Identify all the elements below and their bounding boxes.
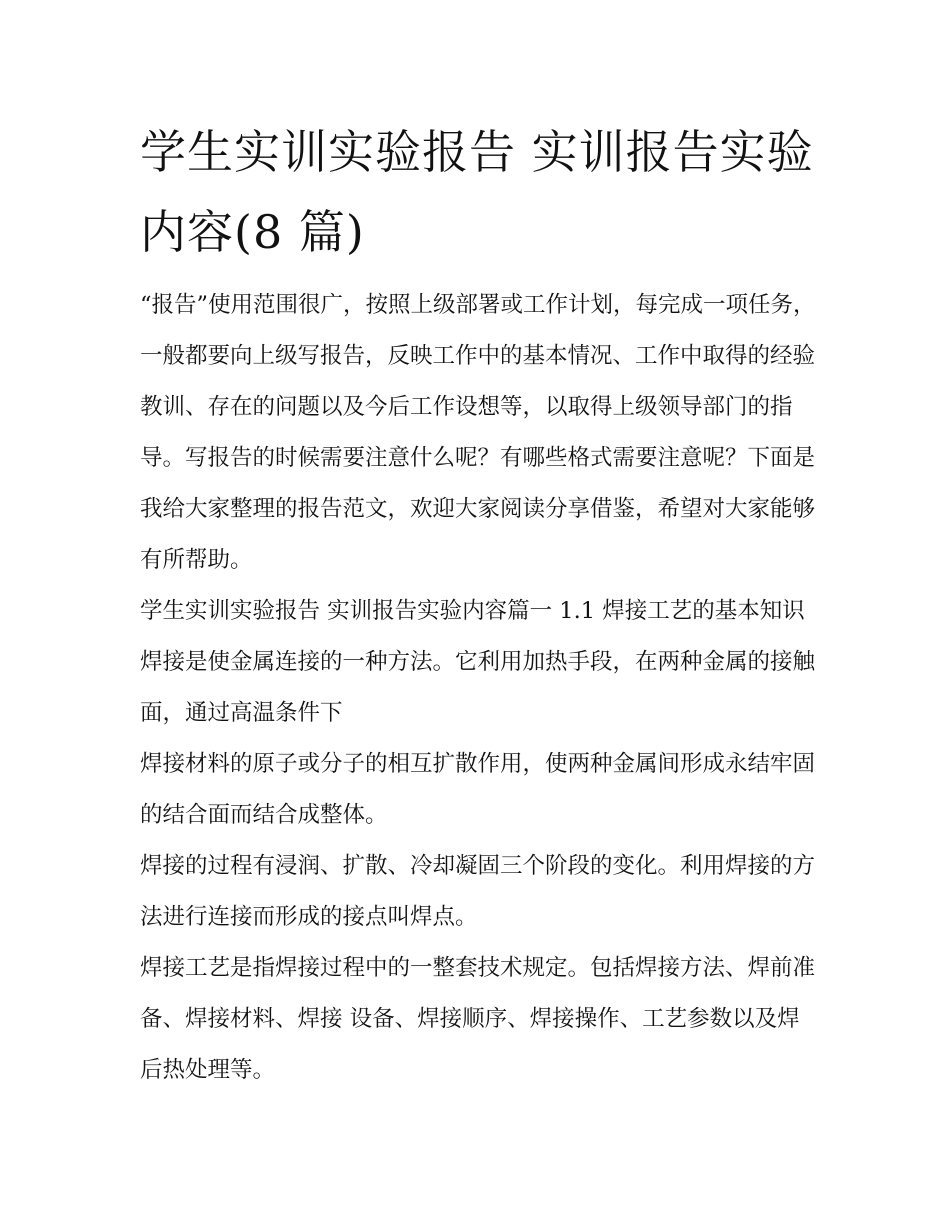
paragraph-intro: “报告”使用范围很广，按照上级部署或工作计划，每完成一项任务，一般都要向上级写报告，反映工作中的基本情况、工作中取得的经验教训、存在的问题以及今后工作设想等，以取得上级领导部门的指导。写报告的时候需要注意什么呢？有哪些格式需要注意呢？下面是我给大家整理的报告范文，欢迎大家阅读分享借鉴，希望对大家能够有所帮助。 <box>140 292 816 573</box>
paragraph-section-one: 学生实训实验报告 实训报告实验内容篇一 1.1 焊接工艺的基本知识 焊接是使金属连接的一种方法。它利用加热手段，在两种金属的接触面，通过高温条件下 <box>140 598 816 726</box>
document-body <box>140 280 820 1096</box>
paragraph-welding-process: 焊接的过程有浸润、扩散、冷却凝固三个阶段的变化。利用焊接的方法进行连接而形成的接点叫焊点。 <box>140 853 816 930</box>
paragraph-welding-materials: 焊接材料的原子或分子的相互扩散作用，使两种金属间形成永结牢固的结合面而结合成整体。 <box>140 751 816 828</box>
document-title: 学生实训实验报告 实训报告实验内容(8 篇) <box>140 125 814 259</box>
document-page <box>140 112 820 1096</box>
paragraph-welding-technique: 焊接工艺是指焊接过程中的一整套技术规定。包括焊接方法、焊前准备、焊接材料、焊接 设备、焊接顺序、焊接操作、工艺参数以及焊后热处理等。 <box>140 955 816 1083</box>
